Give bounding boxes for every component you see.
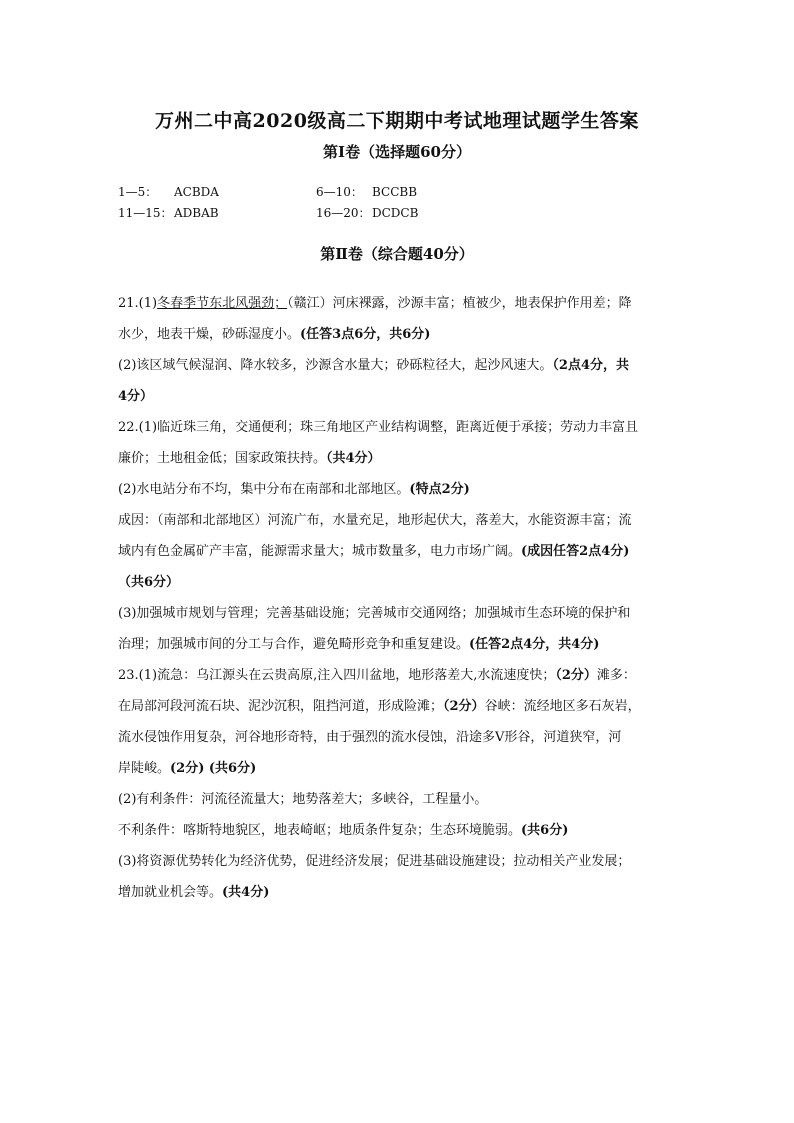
answer-line: (3)加强城市规划与管理；完善基础设施；完善城市交通网络；加强城市生态环境的保护和 [118, 606, 631, 621]
answer-line: 23.(1)流急：乌江源头在云贵高原,注入四川盆地，地形落差大,水流速度快；（2分）滩多： [118, 668, 636, 683]
score-note: (成因任答2点4分) [521, 544, 630, 559]
score-note: (2分) (共6分) [170, 761, 257, 776]
answer-line: 域内有色金属矿产丰富，能源需求量大；城市数量多，电力市场广阔。(成因任答2点4分) [118, 544, 630, 559]
answer-line: 成因：（南部和北部地区）河流广布，水量充足，地形起伏大，落差大，水能资源丰富；流 [118, 513, 632, 528]
mc-answers: ADBAB [174, 206, 219, 220]
mc-range: 16—20： [316, 206, 371, 220]
answer-line: 流水侵蚀作用复杂，河谷地形奇特，由于强烈的流水侵蚀，沿途多V形谷，河道狭窄，河 [118, 730, 622, 745]
answer-line: (2)有利条件：河流径流量大；地势落差大；多峡谷，工程量小。 [118, 792, 488, 807]
score-note: （共6分） [118, 575, 180, 590]
answer-body [118, 288, 708, 908]
score-note: 4分） [118, 389, 154, 404]
mc-answer-group [316, 204, 418, 221]
answer-line: 22.(1)临近珠三角，交通便利；珠三角地区产业结构调整，距离近便于承接；劳动力丰富且 [118, 420, 639, 435]
mc-answers: ACBDA [174, 185, 219, 199]
answer-line: 廉价；土地租金低；国家政策扶持。（共4分） [118, 451, 381, 466]
answer-line: (2)该区域气候湿润、降水较多，沙源含水量大；砂砾粒径大，起沙风速大。（2点4分，共 [118, 358, 630, 373]
answer-line: 水少，地表干燥，砂砾湿度小。(任答3点6分，共6分) [118, 327, 431, 342]
answer-line: 在局部河段河流石块、泥沙沉积，阻挡河道，形成险滩；（2分）谷峡：流经地区多石灰岩， [118, 699, 641, 714]
mc-answers: BCCBB [372, 185, 418, 199]
score-note: （2分） [443, 699, 485, 714]
score-note: （共4分） [326, 451, 381, 466]
mc-range: 11—15： [118, 206, 173, 220]
document-title: 万州二中高2020级高二下期期中考试地理试题学生答案 [155, 110, 639, 132]
answer-line: 岸陡峻。(2分) (共6分) [118, 761, 257, 776]
mc-answer-group [118, 204, 219, 221]
score-note: (共6分) [521, 823, 569, 838]
mc-range: 6—10： [316, 185, 363, 199]
mc-answer-group [316, 183, 417, 200]
answer-line: (3)将资源优势转化为经济优势，促进经济发展；促进基础设施建设；拉动相关产业发展； [118, 854, 631, 869]
score-note: (共4分) [222, 885, 270, 900]
score-note: （2分） [555, 668, 597, 683]
answer-line [118, 567, 708, 598]
answer-line: 治理；加强城市间的分工与合作，避免畸形竞争和重复建设。(任答2点4分，共4分) [118, 637, 600, 652]
underlined-text: 冬春季节东北风强劲； [157, 296, 288, 311]
score-note: (任答3点6分，共6分) [300, 327, 431, 342]
answer-line [118, 381, 708, 412]
score-note: (任答2点4分，共4分) [469, 637, 600, 652]
mc-answers: DCDCB [372, 206, 419, 220]
score-note: （2点4分，共 [552, 358, 630, 373]
answer-line: 不利条件：喀斯特地貌区，地表崎岖；地质条件复杂；生态环境脆弱。(共6分) [118, 823, 569, 838]
section-2-title: 第Ⅱ卷（综合题40分） [320, 245, 474, 263]
score-note: (特点2分) [409, 482, 470, 497]
section-1-title: 第Ⅰ卷（选择题60分） [323, 143, 471, 161]
mc-range: 1—5： [118, 185, 158, 199]
answer-line: 增加就业机会等。(共4分) [118, 885, 270, 900]
answer-line: (2)水电站分布不均，集中分布在南部和北部地区。(特点2分) [118, 482, 470, 497]
answer-line: 21.(1)冬春季节东北风强劲；（赣江）河床裸露，沙源丰富；植被少，地表保护作用差；降 [118, 296, 632, 311]
mc-answer-group [118, 183, 219, 200]
